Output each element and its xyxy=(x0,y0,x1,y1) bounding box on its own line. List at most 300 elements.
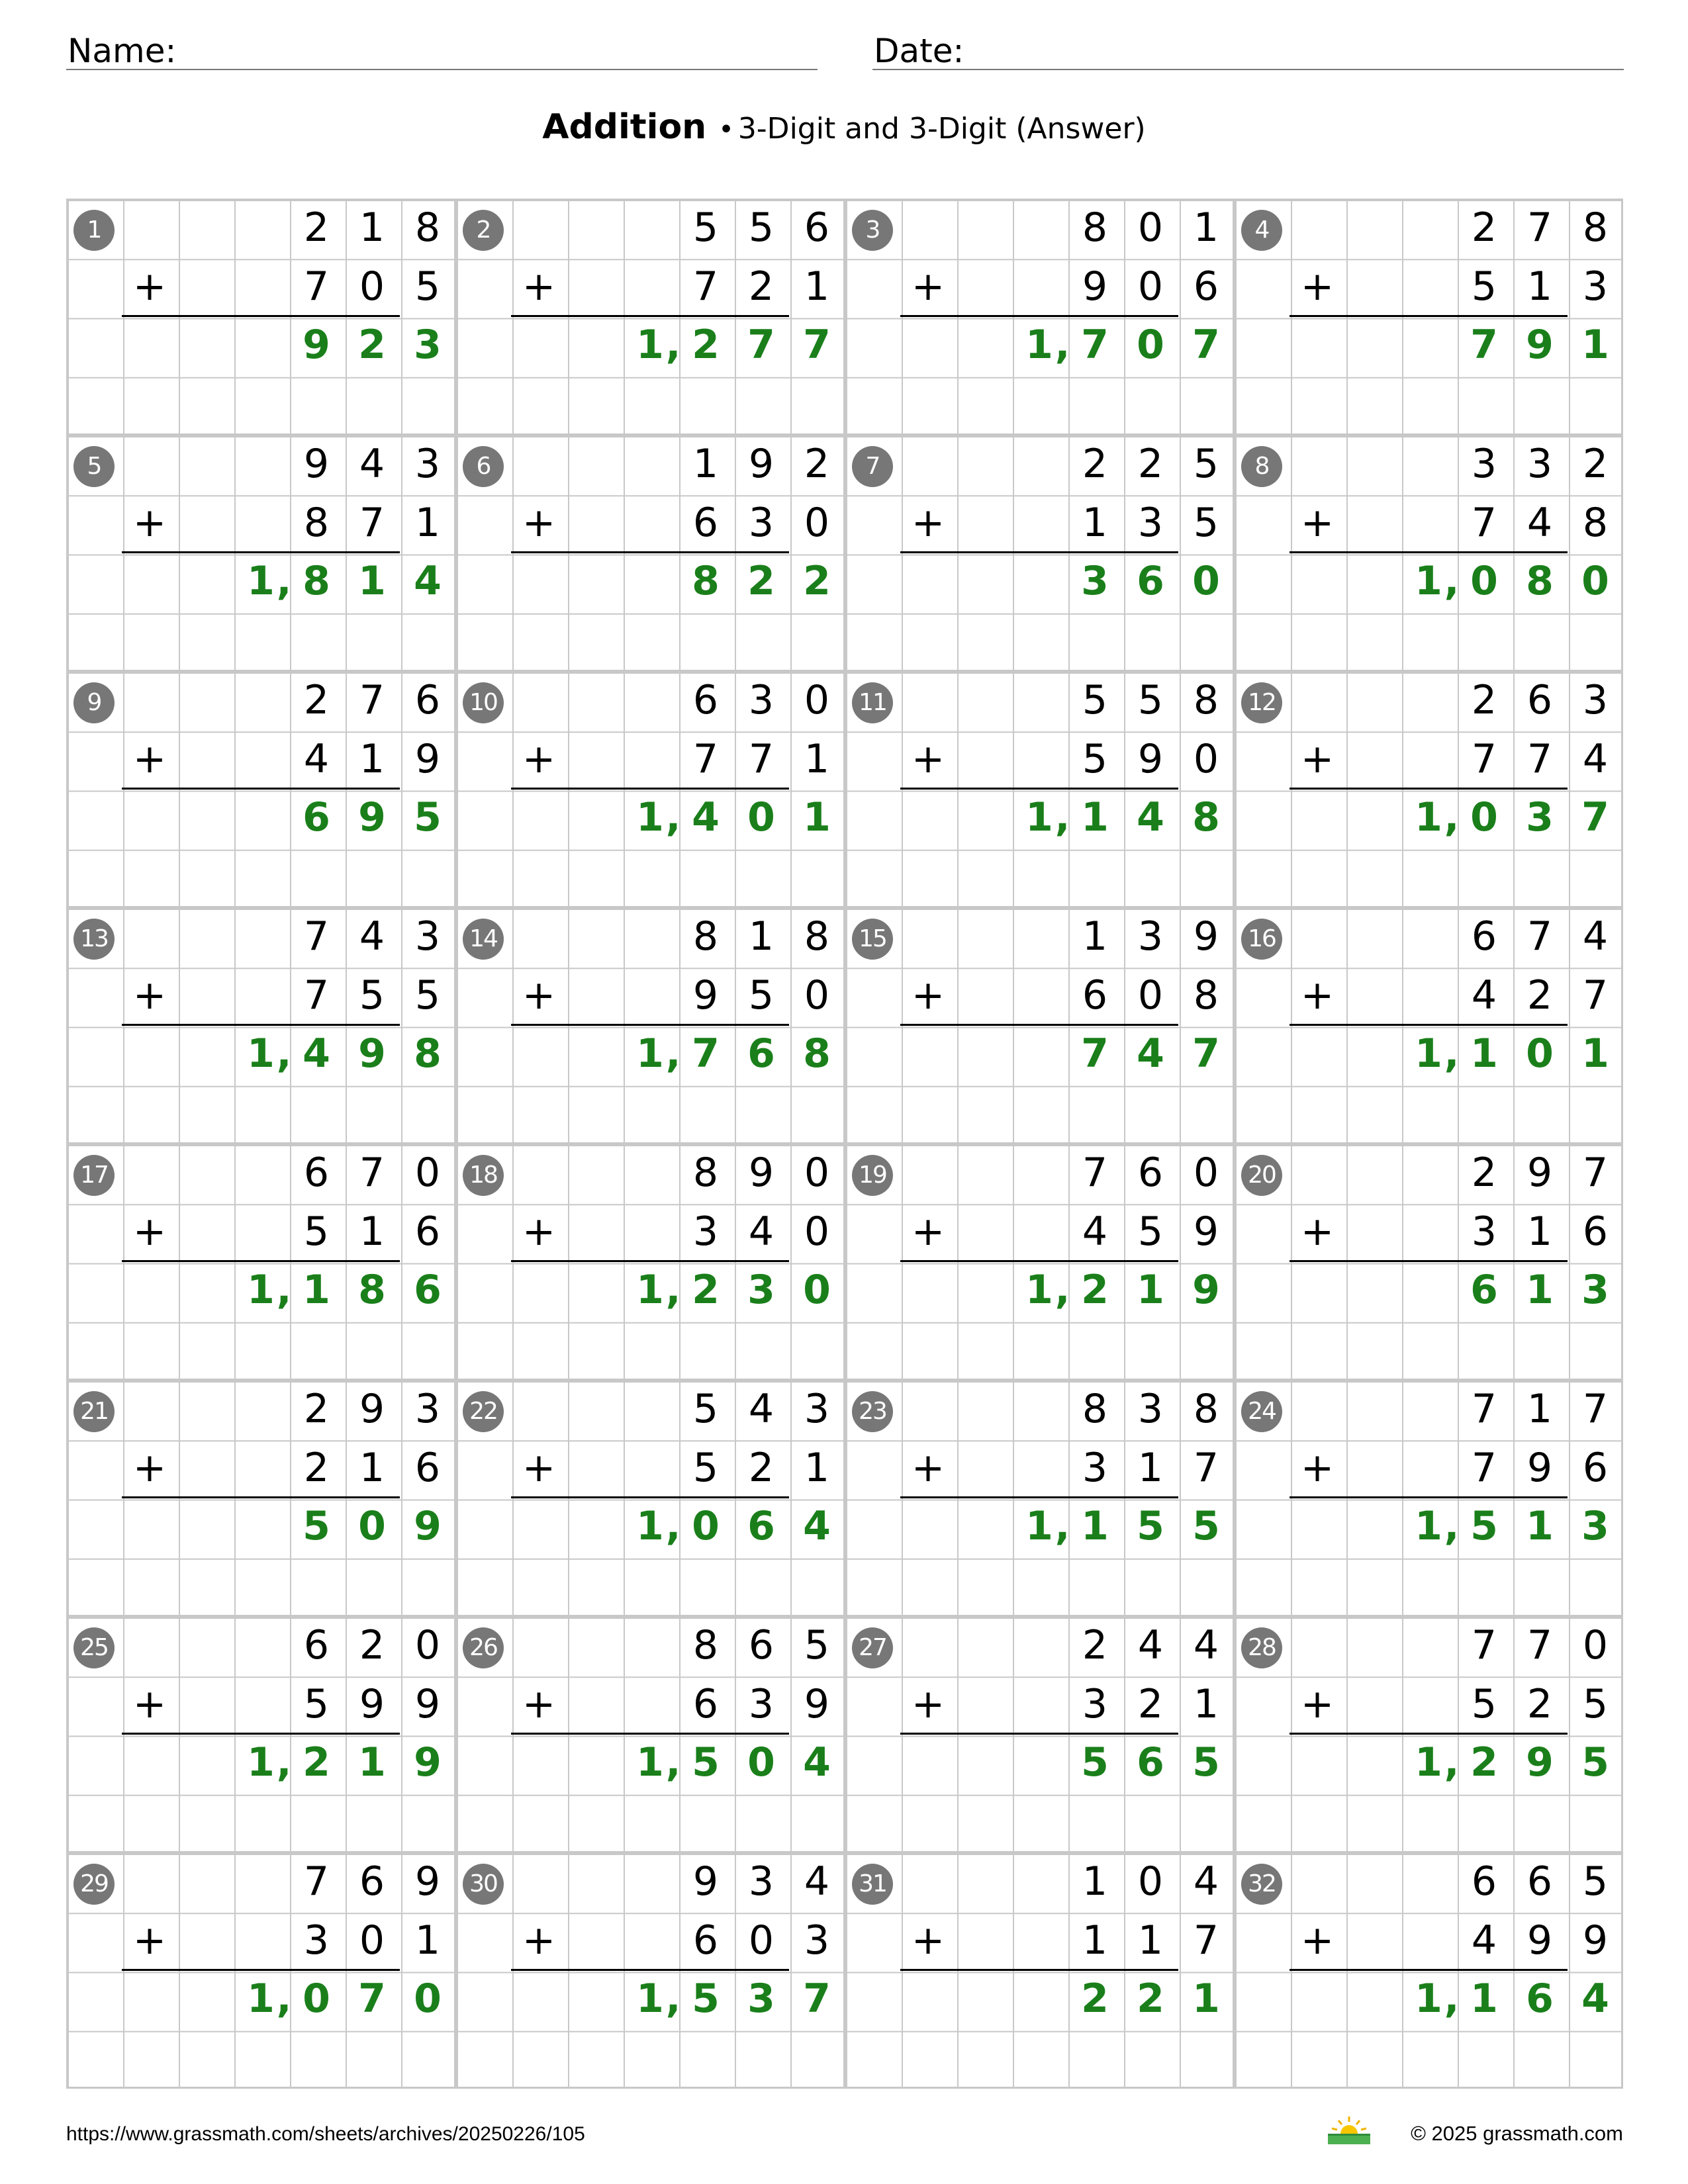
problem-2 xyxy=(455,199,845,435)
addend-top-digit: 8 xyxy=(1082,205,1108,251)
problem-number-badge: 19 xyxy=(852,1155,893,1196)
plus-sign: + xyxy=(132,1917,167,1964)
problem-number-badge: 21 xyxy=(73,1391,115,1432)
addend-bottom-digit: 2 xyxy=(1526,1681,1553,1727)
addend-bottom-digit: 1 xyxy=(359,1445,385,1491)
addend-top-digit: 1 xyxy=(1193,205,1219,251)
addend-top-digit: 2 xyxy=(1137,441,1164,487)
answer-digit: 1 xyxy=(247,558,275,604)
addend-top-digit: 7 xyxy=(1582,1386,1609,1432)
plus-sign: + xyxy=(522,1681,556,1727)
sum-line xyxy=(511,1024,789,1026)
answer-comma: , xyxy=(665,322,681,368)
sum-line xyxy=(900,315,1178,317)
answer-digit: 1 xyxy=(303,1267,330,1313)
plus-sign: + xyxy=(1300,1445,1335,1491)
answer-digit: 9 xyxy=(1192,1267,1220,1313)
plus-sign: + xyxy=(1300,736,1335,782)
addend-bottom-digit: 7 xyxy=(692,263,719,310)
addend-top-digit: 5 xyxy=(692,1386,719,1432)
addend-bottom-digit: 4 xyxy=(748,1208,774,1255)
footer-copyright: © 2025 grassmath.com xyxy=(1411,2122,1623,2145)
plus-sign: + xyxy=(132,263,167,310)
addend-bottom-digit: 1 xyxy=(804,736,830,782)
answer-digit: 2 xyxy=(692,322,720,368)
problem-9 xyxy=(66,671,455,907)
addend-bottom-digit: 4 xyxy=(1526,500,1553,546)
addend-bottom-digit: 7 xyxy=(1471,1445,1497,1491)
problem-number-badge: 17 xyxy=(73,1155,115,1196)
plus-sign: + xyxy=(522,500,556,546)
addend-top-digit: 3 xyxy=(414,1386,441,1432)
addend-bottom-digit: 7 xyxy=(1582,972,1609,1019)
addend-top-digit: 8 xyxy=(414,205,441,251)
answer-digit: 4 xyxy=(803,1503,831,1549)
addend-bottom-digit: 9 xyxy=(414,736,441,782)
addend-bottom-digit: 1 xyxy=(804,263,830,310)
sum-line xyxy=(900,1496,1178,1498)
problem-number-badge: 9 xyxy=(73,682,115,723)
answer-digit: 0 xyxy=(692,1503,720,1549)
plus-sign: + xyxy=(522,972,556,1019)
answer-digit: 0 xyxy=(803,1267,831,1313)
addend-top-digit: 1 xyxy=(1082,913,1108,960)
addend-top-digit: 6 xyxy=(414,677,441,723)
addend-top-digit: 2 xyxy=(1082,441,1108,487)
answer-digit: 1 xyxy=(1470,1030,1498,1077)
answer-digit: 5 xyxy=(414,794,442,841)
addend-top-digit: 1 xyxy=(359,205,385,251)
plus-sign: + xyxy=(522,1917,556,1964)
addend-bottom-digit: 7 xyxy=(748,736,774,782)
problem-number-badge: 10 xyxy=(463,682,504,723)
answer-digit: 9 xyxy=(358,794,386,841)
plus-sign: + xyxy=(132,972,167,1019)
answer-digit: 9 xyxy=(414,1503,442,1549)
answer-digit: 3 xyxy=(1526,794,1554,841)
answer-comma: , xyxy=(665,794,681,841)
footer-url: https://www.grassmath.com/sheets/archives/20250226/105 xyxy=(66,2123,585,2145)
addend-bottom-digit: 1 xyxy=(359,1208,385,1255)
answer-digit: 3 xyxy=(747,1976,775,2022)
answer-comma: , xyxy=(665,1267,681,1313)
title-bullet: • xyxy=(718,114,734,145)
addend-bottom-digit: 4 xyxy=(1082,1208,1108,1255)
addend-bottom-digit: 6 xyxy=(692,1917,719,1964)
problem-number-badge: 26 xyxy=(463,1627,504,1668)
problem-25 xyxy=(66,1616,455,1852)
answer-digit: 5 xyxy=(1081,1739,1109,1786)
plus-sign: + xyxy=(522,1208,556,1255)
answer-digit: 1 xyxy=(247,1976,275,2022)
answer-comma: , xyxy=(1444,1976,1460,2022)
problem-13 xyxy=(66,907,455,1144)
addend-top-digit: 2 xyxy=(1471,205,1497,251)
answer-digit: 3 xyxy=(1581,1267,1609,1313)
problem-18 xyxy=(455,1144,845,1380)
addend-top-digit: 2 xyxy=(359,1622,385,1668)
answer-digit: 6 xyxy=(1137,558,1164,604)
plus-sign: + xyxy=(911,736,945,782)
addend-bottom-digit: 0 xyxy=(359,263,385,310)
problem-number-badge: 29 xyxy=(73,1864,115,1905)
addend-bottom-digit: 9 xyxy=(804,1681,830,1727)
answer-digit: 2 xyxy=(692,1267,720,1313)
sum-line xyxy=(1289,1024,1568,1026)
addend-top-digit: 0 xyxy=(1137,1858,1164,1905)
addend-top-digit: 6 xyxy=(1137,1150,1164,1196)
answer-digit: 4 xyxy=(1581,1976,1609,2022)
addend-bottom-digit: 4 xyxy=(1471,972,1497,1019)
addend-top-digit: 7 xyxy=(1526,913,1553,960)
addend-top-digit: 3 xyxy=(1582,677,1609,723)
problem-number-badge: 16 xyxy=(1241,919,1282,960)
addend-top-digit: 3 xyxy=(414,441,441,487)
answer-digit: 1 xyxy=(1581,322,1609,368)
addend-top-digit: 9 xyxy=(692,1858,719,1905)
problem-29 xyxy=(66,1852,455,2089)
sum-line xyxy=(1289,551,1568,553)
problem-number-badge: 8 xyxy=(1241,446,1282,487)
addend-top-digit: 7 xyxy=(303,1858,330,1905)
sum-line xyxy=(900,1969,1178,1971)
addend-bottom-digit: 3 xyxy=(1082,1681,1108,1727)
answer-digit: 1 xyxy=(358,1739,386,1786)
answer-digit: 1 xyxy=(636,794,664,841)
answer-digit: 0 xyxy=(358,1503,386,1549)
addend-top-digit: 4 xyxy=(1193,1622,1219,1668)
addend-top-digit: 8 xyxy=(692,1622,719,1668)
answer-digit: 1 xyxy=(1581,1030,1609,1077)
problem-number-badge: 23 xyxy=(852,1391,893,1432)
answer-digit: 7 xyxy=(1081,1030,1109,1077)
addend-bottom-digit: 6 xyxy=(1582,1208,1609,1255)
plus-sign: + xyxy=(522,736,556,782)
addend-top-digit: 9 xyxy=(359,1386,385,1432)
answer-digit: 1 xyxy=(1470,1976,1498,2022)
problem-20 xyxy=(1234,1144,1623,1380)
answer-digit: 5 xyxy=(1192,1503,1220,1549)
addend-top-digit: 2 xyxy=(1471,1150,1497,1196)
addend-bottom-digit: 1 xyxy=(1137,1917,1164,1964)
sum-line xyxy=(1289,788,1568,790)
addend-top-digit: 7 xyxy=(1082,1150,1108,1196)
plus-sign: + xyxy=(911,500,945,546)
addend-top-digit: 5 xyxy=(692,205,719,251)
problem-27 xyxy=(845,1616,1234,1852)
answer-digit: 1 xyxy=(1415,1503,1442,1549)
date-field[interactable] xyxy=(872,25,1624,70)
addend-bottom-digit: 0 xyxy=(1137,263,1164,310)
answer-digit: 2 xyxy=(1470,1739,1498,1786)
addend-top-digit: 0 xyxy=(804,1150,830,1196)
answer-digit: 1 xyxy=(636,322,664,368)
addend-bottom-digit: 5 xyxy=(414,972,441,1019)
problem-10 xyxy=(455,671,845,907)
problem-number-badge: 30 xyxy=(463,1864,504,1905)
plus-sign: + xyxy=(132,500,167,546)
answer-digit: 8 xyxy=(692,558,720,604)
answer-comma: , xyxy=(1444,558,1460,604)
addend-bottom-digit: 1 xyxy=(804,1445,830,1491)
answer-digit: 1 xyxy=(1526,1503,1554,1549)
sum-line xyxy=(1289,1496,1568,1498)
addend-top-digit: 9 xyxy=(1193,913,1219,960)
addend-top-digit: 2 xyxy=(303,677,330,723)
answer-digit: 4 xyxy=(303,1030,330,1077)
addend-bottom-digit: 1 xyxy=(1082,1917,1108,1964)
problem-12 xyxy=(1234,671,1623,907)
answer-digit: 8 xyxy=(803,1030,831,1077)
answer-digit: 5 xyxy=(1192,1739,1220,1786)
addend-bottom-digit: 5 xyxy=(414,263,441,310)
answer-comma: , xyxy=(665,1739,681,1786)
plus-sign: + xyxy=(911,1445,945,1491)
answer-digit: 2 xyxy=(1137,1976,1164,2022)
answer-digit: 2 xyxy=(303,1739,330,1786)
answer-comma: , xyxy=(665,1030,681,1077)
addend-top-digit: 5 xyxy=(1582,1858,1609,1905)
addend-top-digit: 6 xyxy=(303,1622,330,1668)
sum-line xyxy=(122,1733,400,1735)
addend-bottom-digit: 9 xyxy=(359,1681,385,1727)
problem-number-badge: 6 xyxy=(463,446,504,487)
addend-top-digit: 2 xyxy=(303,205,330,251)
addend-top-digit: 5 xyxy=(1082,677,1108,723)
addend-bottom-digit: 5 xyxy=(748,972,774,1019)
answer-digit: 8 xyxy=(414,1030,442,1077)
plus-sign: + xyxy=(132,1445,167,1491)
addend-top-digit: 1 xyxy=(692,441,719,487)
addend-bottom-digit: 7 xyxy=(303,263,330,310)
answer-digit: 6 xyxy=(747,1503,775,1549)
addend-bottom-digit: 2 xyxy=(1137,1681,1164,1727)
addend-bottom-digit: 1 xyxy=(1082,500,1108,546)
answer-digit: 2 xyxy=(803,558,831,604)
addend-bottom-digit: 0 xyxy=(804,1208,830,1255)
answer-digit: 0 xyxy=(1581,558,1609,604)
addend-bottom-digit: 9 xyxy=(1526,1445,1553,1491)
sum-line xyxy=(122,1260,400,1262)
answer-digit: 1 xyxy=(247,1030,275,1077)
plus-sign: + xyxy=(522,263,556,310)
answer-digit: 1 xyxy=(636,1503,664,1549)
addend-top-digit: 0 xyxy=(1137,205,1164,251)
addend-top-digit: 5 xyxy=(804,1622,830,1668)
addend-bottom-digit: 9 xyxy=(692,972,719,1019)
answer-digit: 1 xyxy=(1415,1030,1442,1077)
addend-top-digit: 1 xyxy=(1526,1386,1553,1432)
addend-top-digit: 0 xyxy=(414,1150,441,1196)
problem-number-badge: 32 xyxy=(1241,1864,1282,1905)
addend-bottom-digit: 1 xyxy=(414,500,441,546)
addend-bottom-digit: 0 xyxy=(804,500,830,546)
addend-bottom-digit: 0 xyxy=(1193,736,1219,782)
addend-top-digit: 6 xyxy=(692,677,719,723)
addend-bottom-digit: 1 xyxy=(1193,1681,1219,1727)
addend-bottom-digit: 5 xyxy=(303,1681,330,1727)
addend-top-digit: 7 xyxy=(1526,205,1553,251)
problem-32 xyxy=(1234,1852,1623,2089)
title-main: Addition xyxy=(542,107,707,147)
addend-top-digit: 5 xyxy=(748,205,774,251)
addend-top-digit: 7 xyxy=(359,677,385,723)
answer-comma: , xyxy=(1444,1739,1460,1786)
answer-digit: 1 xyxy=(247,1267,275,1313)
problem-28 xyxy=(1234,1616,1623,1852)
problem-number-badge: 7 xyxy=(852,446,893,487)
problem-30 xyxy=(455,1852,845,2089)
addend-bottom-digit: 3 xyxy=(1137,500,1164,546)
addend-bottom-digit: 3 xyxy=(1082,1445,1108,1491)
addend-bottom-digit: 6 xyxy=(414,1445,441,1491)
answer-digit: 0 xyxy=(1137,322,1164,368)
answer-digit: 5 xyxy=(1470,1503,1498,1549)
addend-bottom-digit: 4 xyxy=(303,736,330,782)
addend-bottom-digit: 6 xyxy=(414,1208,441,1255)
plus-sign: + xyxy=(1300,972,1335,1019)
sum-line xyxy=(511,1969,789,1971)
problem-8 xyxy=(1234,435,1623,671)
addend-top-digit: 4 xyxy=(1137,1622,1164,1668)
plus-sign: + xyxy=(911,263,945,310)
problem-number-badge: 2 xyxy=(463,210,504,251)
name-field[interactable] xyxy=(66,25,818,70)
addend-top-digit: 7 xyxy=(303,913,330,960)
sum-line xyxy=(1289,1733,1568,1735)
answer-digit: 7 xyxy=(1081,322,1109,368)
problem-4 xyxy=(1234,199,1623,435)
addend-top-digit: 6 xyxy=(1471,1858,1497,1905)
name-label: Name: xyxy=(68,32,177,70)
addend-bottom-digit: 9 xyxy=(1137,736,1164,782)
addend-bottom-digit: 0 xyxy=(1137,972,1164,1019)
answer-digit: 7 xyxy=(747,322,775,368)
answer-comma: , xyxy=(276,1030,292,1077)
plus-sign: + xyxy=(1300,500,1335,546)
sum-line xyxy=(900,1260,1178,1262)
addend-top-digit: 9 xyxy=(748,1150,774,1196)
answer-digit: 0 xyxy=(1526,1030,1554,1077)
sum-line xyxy=(122,788,400,790)
addend-bottom-digit: 9 xyxy=(1582,1917,1609,1964)
plus-sign: + xyxy=(911,1917,945,1964)
addend-top-digit: 4 xyxy=(1582,913,1609,960)
answer-digit: 1 xyxy=(1415,558,1442,604)
problem-number-badge: 4 xyxy=(1241,210,1282,251)
answer-digit: 1 xyxy=(636,1267,664,1313)
plus-sign: + xyxy=(522,1445,556,1491)
answer-digit: 1 xyxy=(247,1739,275,1786)
addend-bottom-digit: 2 xyxy=(748,1445,774,1491)
answer-digit: 2 xyxy=(1081,1976,1109,2022)
addend-top-digit: 0 xyxy=(414,1622,441,1668)
answer-digit: 5 xyxy=(1137,1503,1164,1549)
addend-bottom-digit: 7 xyxy=(692,736,719,782)
problem-number-badge: 18 xyxy=(463,1155,504,1196)
addend-bottom-digit: 1 xyxy=(1526,1208,1553,1255)
answer-digit: 4 xyxy=(1137,1030,1164,1077)
sum-line xyxy=(900,788,1178,790)
answer-comma: , xyxy=(1444,1030,1460,1077)
answer-digit: 6 xyxy=(414,1267,442,1313)
addend-top-digit: 4 xyxy=(359,913,385,960)
answer-digit: 6 xyxy=(1526,1976,1554,2022)
sum-line xyxy=(511,1260,789,1262)
sum-line xyxy=(122,315,400,317)
addend-bottom-digit: 6 xyxy=(1582,1445,1609,1491)
plus-sign: + xyxy=(911,972,945,1019)
sum-line xyxy=(900,1024,1178,1026)
answer-digit: 0 xyxy=(747,1739,775,1786)
addend-bottom-digit: 0 xyxy=(748,1917,774,1964)
answer-digit: 6 xyxy=(1470,1267,1498,1313)
addend-bottom-digit: 8 xyxy=(1193,972,1219,1019)
answer-digit: 1 xyxy=(1081,794,1109,841)
answer-digit: 1 xyxy=(1415,794,1442,841)
column-separator xyxy=(843,199,846,2089)
sum-line xyxy=(1289,1260,1568,1262)
answer-digit: 7 xyxy=(803,1976,831,2022)
addend-bottom-digit: 5 xyxy=(1137,1208,1164,1255)
sum-line xyxy=(1289,315,1568,317)
addend-top-digit: 0 xyxy=(1193,1150,1219,1196)
answer-digit: 4 xyxy=(803,1739,831,1786)
problem-number-badge: 3 xyxy=(852,210,893,251)
answer-digit: 1 xyxy=(1025,1267,1053,1313)
answer-digit: 4 xyxy=(414,558,442,604)
addend-bottom-digit: 3 xyxy=(692,1208,719,1255)
answer-comma: , xyxy=(276,1976,292,2022)
addend-top-digit: 4 xyxy=(1193,1858,1219,1905)
problem-16 xyxy=(1234,907,1623,1144)
sum-line xyxy=(122,551,400,553)
answer-digit: 0 xyxy=(747,794,775,841)
addend-top-digit: 0 xyxy=(804,677,830,723)
problem-22 xyxy=(455,1380,845,1616)
addend-top-digit: 2 xyxy=(1471,677,1497,723)
addend-bottom-digit: 7 xyxy=(359,500,385,546)
answer-digit: 1 xyxy=(1192,1976,1220,2022)
problem-number-badge: 1 xyxy=(73,210,115,251)
addend-bottom-digit: 5 xyxy=(1582,1681,1609,1727)
problem-23 xyxy=(845,1380,1234,1616)
addend-bottom-digit: 3 xyxy=(1471,1208,1497,1255)
answer-digit: 1 xyxy=(1081,1503,1109,1549)
problem-number-badge: 22 xyxy=(463,1391,504,1432)
addend-top-digit: 7 xyxy=(1471,1622,1497,1668)
answer-digit: 0 xyxy=(303,1976,330,2022)
addend-bottom-digit: 1 xyxy=(414,1917,441,1964)
problem-number-badge: 25 xyxy=(73,1627,115,1668)
answer-digit: 1 xyxy=(1415,1739,1442,1786)
answer-digit: 4 xyxy=(1137,794,1164,841)
answer-digit: 1 xyxy=(636,1976,664,2022)
plus-sign: + xyxy=(1300,263,1335,310)
addend-top-digit: 2 xyxy=(804,441,830,487)
addend-bottom-digit: 1 xyxy=(1526,263,1553,310)
answer-comma: , xyxy=(1444,1503,1460,1549)
addend-bottom-digit: 7 xyxy=(1193,1917,1219,1964)
answer-digit: 6 xyxy=(747,1030,775,1077)
column-separator xyxy=(454,199,457,2089)
addend-bottom-digit: 5 xyxy=(359,972,385,1019)
answer-digit: 7 xyxy=(1192,322,1220,368)
worksheet-title xyxy=(0,107,1688,147)
addend-bottom-digit: 5 xyxy=(1471,263,1497,310)
addend-top-digit: 9 xyxy=(414,1858,441,1905)
problem-5 xyxy=(66,435,455,671)
